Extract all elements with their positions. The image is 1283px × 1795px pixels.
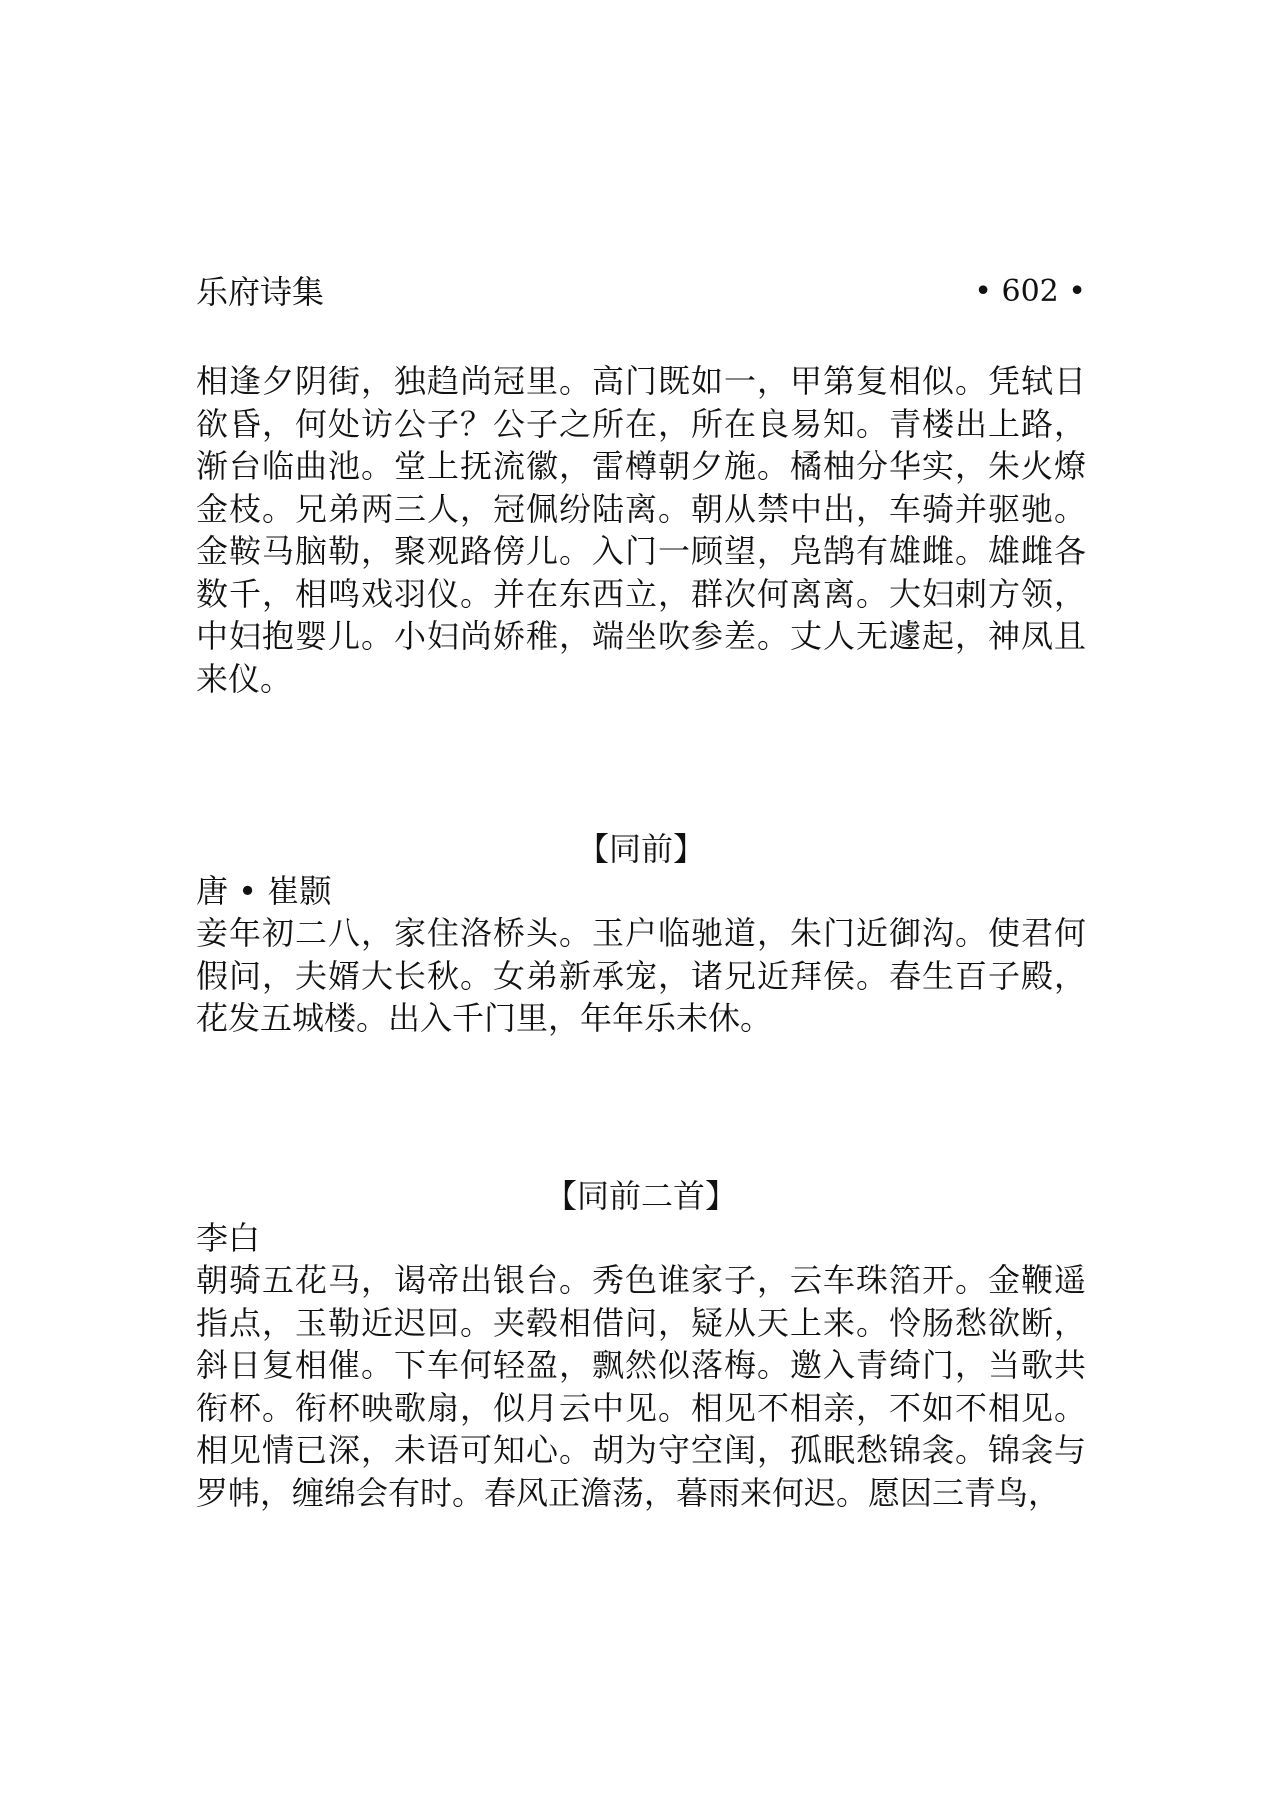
poem-author: 李白 <box>196 1219 261 1257</box>
poem-author: 唐 • 崔颢 <box>196 872 332 910</box>
section-title: 【同前】 <box>576 830 705 868</box>
poem-text: 妾年初二八，家住洛桥头。玉户临驰道，朱门近御沟。使君何假问，夫婿大长秋。女弟新承宠，诸兄近拜侯。春生百子殿，花发五城楼。出入千门里，年年乐未休。 <box>196 914 1086 1037</box>
book-title: 乐府诗集 <box>196 273 325 311</box>
poem-text: 朝骑五花马，谒帝出银台。秀色谁家子，云车珠箔开。金鞭遥指点，玉勒近迟回。夹毂相借问，疑从天上来。怜肠愁欲断，斜日复相催。下车何轻盈，飘然似落梅。邀入青绮门，当歌共衔杯。衔杯映歌扇，似月云中见。相见不相亲，不如不相见。相见情已深，未语可知心。胡为守空闺，孤眠愁锦衾。锦衾与罗帏，缠绵会有时。春风正澹荡，暮雨来何迟。愿因三青鸟， <box>196 1261 1086 1512</box>
page-header <box>196 270 1086 314</box>
poem-text: 相逢夕阴街，独趋尚冠里。高门既如一，甲第复相似。凭轼日欲昏，何处访公子？公子之所在，所在良易知。青楼出上路，渐台临曲池。堂上抚流徽，雷樽朝夕施。橘柚分华实，朱火燎金枝。兄弟两三人，冠佩纷陆离。朝从禁中出，车骑并驱驰。金鞍马脑勒，聚观路傍儿。入门一顾望，凫鹄有雄雌。雄雌各数千，相鸣戏羽仪。并在东西立，群次何离离。大妇刺方领，中妇抱婴儿。小妇尚娇稚，端坐吹参差。丈人无遽起，神凤且来仪。 <box>196 362 1086 698</box>
section-title: 【同前二首】 <box>544 1177 737 1215</box>
poem-block-3 <box>196 1175 1086 1514</box>
page-number: • 602 • <box>974 274 1086 309</box>
poem-block-2 <box>196 828 1086 1040</box>
poem-block-1 <box>196 360 1086 700</box>
